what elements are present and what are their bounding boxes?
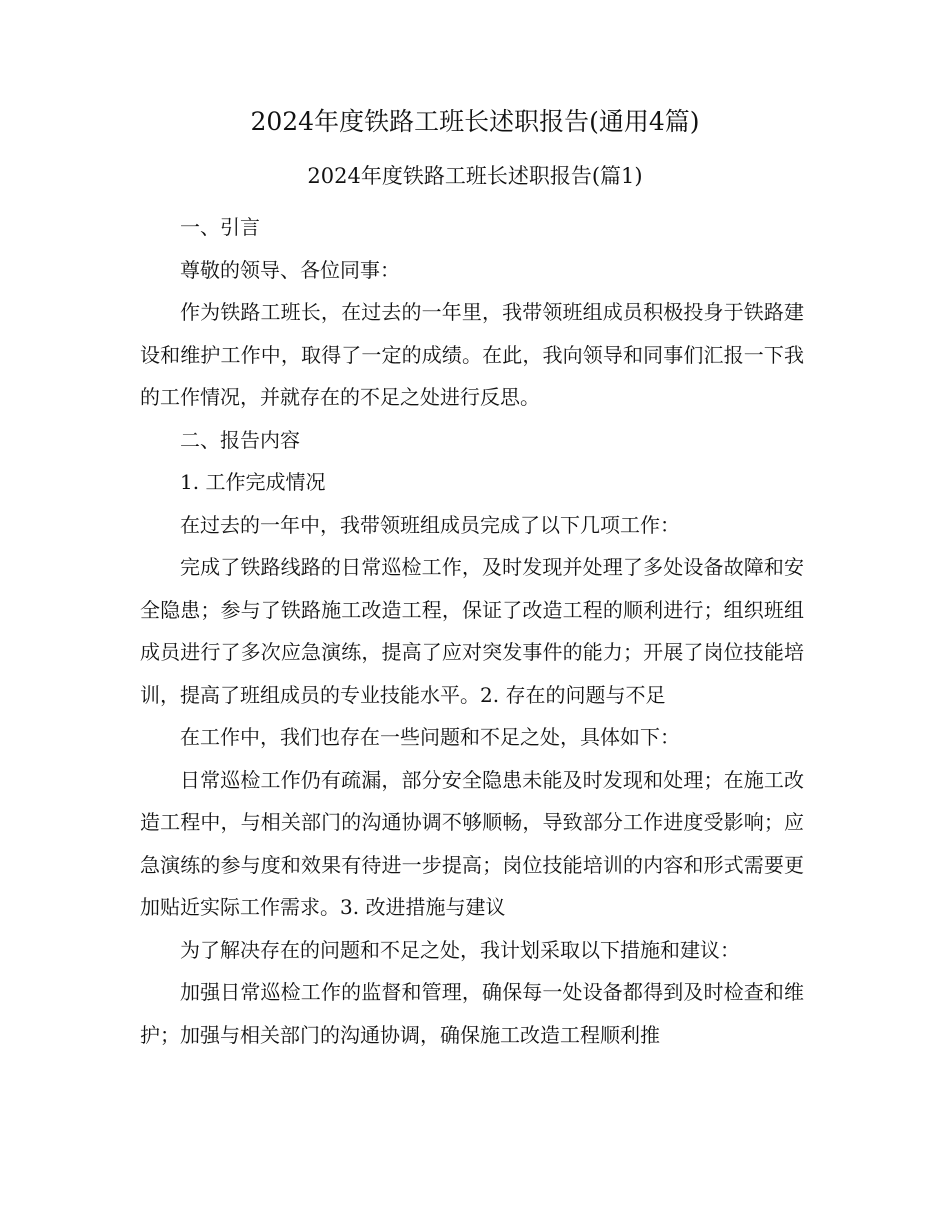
paragraph-problems-details: 日常巡检工作仍有疏漏，部分安全隐患未能及时发现和处理；在施工改造工程中，与相关部门的沟通协调不够顺畅，导致部分工作进度受影响；应急演练的参与度和效果有待进一步提高；岗位技能培训的内容和形式需要更加贴近实际工作需求。3. 改进措施与建议 (140, 767, 804, 919)
paragraph-intro: 作为铁路工班长，在过去的一年里，我带领班组成员积极投身于铁路建设和维护工作中，取得了一定的成绩。在此，我向领导和同事们汇报一下我的工作情况，并就存在的不足之处进行反思。 (140, 300, 804, 409)
paragraph-problems-lead: 在工作中，我们也存在一些问题和不足之处，具体如下： (180, 725, 680, 749)
paragraph-measures-details: 加强日常巡检工作的监督和管理，确保每一处设备都得到及时检查和维护；加强与相关部门的沟通协调，确保施工改造工程顺利推 (140, 980, 804, 1047)
document-subtitle: 2024年度铁路工班长述职报告(篇1) (307, 164, 643, 188)
subheading-work-completion: 1. 工作完成情况 (180, 470, 326, 494)
section-heading-introduction: 一、引言 (180, 215, 260, 239)
salutation: 尊敬的领导、各位同事： (180, 257, 400, 282)
section-heading-report-content: 二、报告内容 (180, 427, 300, 452)
document-body (140, 206, 804, 1056)
paragraph-measures-lead: 为了解决存在的问题和不足之处，我计划采取以下措施和建议： (180, 937, 740, 962)
document-title: 2024年度铁路工班长述职报告(通用4篇) (250, 107, 700, 136)
paragraph-work-lead: 在过去的一年中，我带领班组成员完成了以下几项工作： (180, 512, 680, 537)
paragraph-work-details: 完成了铁路线路的日常巡检工作，及时发现并处理了多处设备故障和安全隐患；参与了铁路施工改造工程，保证了改造工程的顺利进行；组织班组成员进行了多次应急演练，提高了应对突发事件的能力；开展了岗位技能培训，提高了班组成员的专业技能水平。2. 存在的问题与不足 (140, 555, 804, 707)
